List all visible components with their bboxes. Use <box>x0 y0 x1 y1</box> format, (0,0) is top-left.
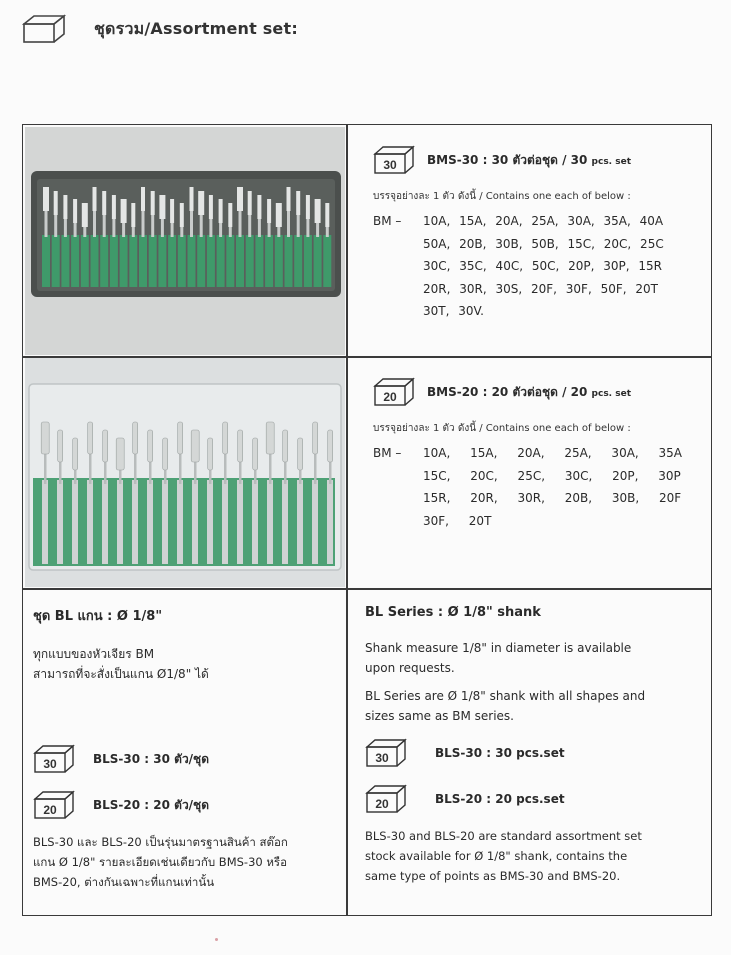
bur-tool <box>297 438 303 564</box>
bur-tool <box>87 422 93 564</box>
bms30-info <box>373 145 703 323</box>
bls20-row: 20 BLS-20 : 20 ตัว/ชุด <box>33 790 338 820</box>
bl-thai-note: BMS-20, ต่างกันเฉพาะที่แกนเท่านั้น <box>33 875 215 889</box>
bl-en-desc: Shank measure 1/8" in diameter is available <box>365 641 632 655</box>
svg-text:30: 30 <box>375 751 389 765</box>
bur-tool <box>158 195 166 287</box>
bur-tool <box>197 191 205 287</box>
bur-tool <box>147 430 153 564</box>
box-20-icon <box>33 790 75 820</box>
svg-text:20: 20 <box>43 803 57 817</box>
bur-tool <box>312 422 318 564</box>
list-item: 15R, 20R, 30R, 20B, 30B, 20F <box>423 491 682 505</box>
bur-tool <box>72 438 78 564</box>
bur-tool <box>132 422 138 564</box>
bl-en-note: BLS-30 and BLS-20 are standard assortment set <box>365 829 642 843</box>
bur-tool <box>177 422 183 564</box>
bms20-photo <box>25 358 345 587</box>
bl-thai-title: ชุด BL แกน : Ø 1/8" <box>33 609 163 624</box>
svg-text:30: 30 <box>43 757 57 771</box>
box-30-icon <box>365 738 407 768</box>
bl-en-desc: upon requests. <box>365 661 455 675</box>
svg-text:30: 30 <box>383 158 397 172</box>
list-item: 30T, 30V. <box>423 304 484 318</box>
row-divider <box>23 588 711 590</box>
page-title: ชุดรวม/Assortment set: <box>94 18 298 38</box>
bur-tool <box>116 438 124 564</box>
bl-thai-info <box>33 605 338 892</box>
list-item: 30F, 20T <box>423 513 492 528</box>
list-item: 30C, 35C, 40C, 50C, 20P, 30P, 15R <box>423 259 662 273</box>
bms30-tray-image <box>25 127 345 355</box>
bur-tool <box>236 187 244 287</box>
bms20-contains: บรรจุอย่างละ 1 ตัว ดังนี้ / Contains one each of below : <box>373 423 631 434</box>
bl-thai-desc: สามารถที่จะสั่งเป็นแกน Ø1/8" ได้ <box>33 667 209 681</box>
bms20-title: BMS-20 : 20 ตัวต่อชุด / 20 pcs. set <box>427 384 631 399</box>
bms20-list: BM – 10A, 15A, 20A, 25A, 30A, 35A 15C, 20C, 25C, 30C, 20P, 30P 15R, 20R, 30R, 20B, 30B, 20F 30F, 20T <box>373 442 703 532</box>
column-divider <box>346 125 348 915</box>
list-item: 15C, 20C, 25C, 30C, 20P, 30P <box>423 468 681 483</box>
bl-en-title: BL Series : Ø 1/8" shank <box>365 605 541 620</box>
bur-tool <box>81 203 89 287</box>
svg-text:20: 20 <box>375 797 389 811</box>
bur-tool <box>282 430 288 564</box>
list-item: 10A, 15A, 20A, 25A, 30A, 35A, 40A <box>423 214 664 228</box>
bms30-contains: บรรจุอย่างละ 1 ตัว ดังนี้ / Contains one each of below : <box>373 191 631 202</box>
bur-tool <box>327 430 333 564</box>
box-icon <box>22 14 66 44</box>
bms20-tray-image <box>25 358 345 587</box>
bur-tool <box>102 430 108 564</box>
box-30-icon <box>373 145 415 175</box>
bur-tool <box>207 438 213 564</box>
bms20-info <box>373 377 703 532</box>
list-item: 10A, 15A, 20A, 25A, 30A, 35A <box>423 446 683 460</box>
page-header <box>22 12 298 46</box>
box-20-icon <box>373 377 415 407</box>
bur-tool <box>42 187 50 287</box>
bl-thai-desc: ทุกแบบของหัวเจียร BM <box>33 647 155 661</box>
bur-tool <box>237 430 243 564</box>
bur-tool <box>120 199 128 287</box>
box-20-icon <box>365 784 407 814</box>
bl-en-desc2: sizes same as BM series. <box>365 709 514 723</box>
bur-tool <box>275 203 283 287</box>
assortment-table <box>22 124 712 916</box>
bl-en-note: same type of points as BMS-30 and BMS-20. <box>365 869 621 883</box>
bl-en-info <box>365 605 705 886</box>
speck <box>215 938 218 941</box>
bms30-title: BMS-30 : 30 ตัวต่อชุด / 30 pcs. set <box>427 152 631 167</box>
bur-tool <box>41 422 49 564</box>
bl-en-desc2: BL Series are Ø 1/8" shank with all shapes and <box>365 689 646 703</box>
box-30-icon <box>33 744 75 774</box>
bur-tool <box>222 422 228 564</box>
bur-tool <box>162 438 168 564</box>
list-item: 20R, 30R, 30S, 20F, 30F, 50F, 20T <box>423 281 658 296</box>
bur-tool <box>191 430 199 564</box>
svg-text:20: 20 <box>383 390 397 404</box>
bur-tool <box>314 199 322 287</box>
list-item: 50A, 20B, 30B, 50B, 15C, 20C, 25C <box>423 236 664 251</box>
bls20-row-en: 20 BLS-20 : 20 pcs.set <box>365 784 705 814</box>
bls30-row-en: 30 BLS-30 : 30 pcs.set <box>365 738 705 768</box>
bur-tool <box>57 430 63 564</box>
bl-en-note: stock available for Ø 1/8" shank, contains the <box>365 849 628 863</box>
bur-tool <box>266 422 274 564</box>
bms30-list: BM – 10A, 15A, 20A, 25A, 30A, 35A, 40A 50A, 20B, 30B, 50B, 15C, 20C, 25C 30C, 35C, 40C, 50C, 20P, 30P, 15R 20R, 30R, 30S, 20F, 30F, 50F, 20T 30T, 30V. <box>373 210 703 323</box>
bur-tool <box>252 438 258 564</box>
bl-thai-note: BLS-30 และ BLS-20 เป็นรุ่นมาตรฐานสินค้า สต๊อก <box>33 835 288 849</box>
bms30-photo <box>25 127 345 355</box>
bl-thai-note: แกน Ø 1/8" รายละเอียดเช่นเดียวกับ BMS-30 หรือ <box>33 855 288 869</box>
bls30-row: 30 BLS-30 : 30 ตัว/ชุด <box>33 744 338 774</box>
